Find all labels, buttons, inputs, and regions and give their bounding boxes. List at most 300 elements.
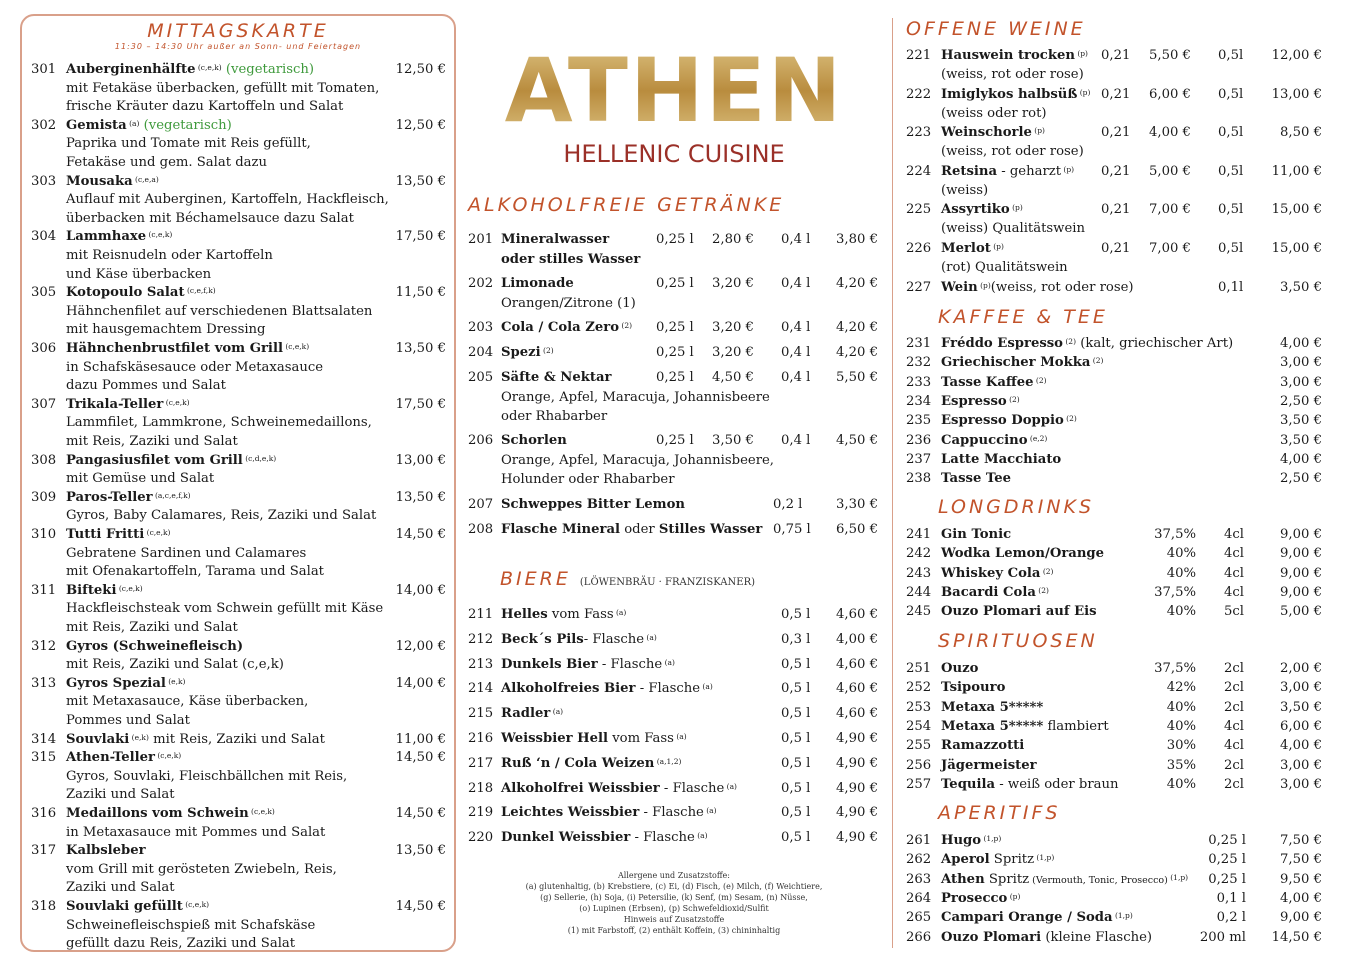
alcohol-percent: 40% (1166, 718, 1196, 734)
volume-small: 0,25 l (656, 276, 694, 291)
item-name-line (941, 737, 1024, 755)
volume-large: 0,4 l (781, 232, 811, 247)
item-price: 11,50 € (395, 285, 446, 301)
item-note: (kalt, griechischer Art) (1076, 336, 1234, 351)
item-number: 218 (468, 780, 494, 796)
item-name: Flasche Mineral (501, 522, 621, 537)
item-price: 13,50 € (395, 489, 446, 505)
item-name-line (941, 526, 1011, 544)
vegetarian-tag: (vegetarisch) (225, 62, 315, 77)
item-number: 234 (906, 393, 932, 409)
item-number: 313 (31, 675, 57, 691)
allergen-codes: (2) (1040, 566, 1054, 576)
item-number: 214 (468, 681, 494, 697)
item-name: Fréddo Espresso (941, 336, 1063, 351)
item-name: Souvlaki gefüllt (66, 899, 183, 914)
item-number: 314 (31, 731, 57, 747)
item-name: Ramazzotti (941, 738, 1025, 754)
price-small: 3,20 € (712, 276, 754, 291)
item-name: Alkoholfrei Weissbier (501, 780, 660, 796)
item-name-line (941, 545, 1104, 563)
description-text: (weiss) (941, 182, 989, 198)
item-number: 208 (468, 522, 494, 537)
item-name: Gin Tonic (941, 527, 1012, 542)
item-name: Campari Orange / Soda (941, 910, 1113, 926)
allergen-codes: (a) (673, 732, 687, 741)
item-name-line (941, 47, 1088, 65)
item-number: 232 (906, 355, 932, 371)
item-number: 309 (31, 489, 57, 505)
item-number: 261 (906, 833, 932, 848)
price: 4,90 € (836, 780, 878, 796)
item-name-line (66, 638, 243, 656)
item-description: Auflauf mit Auberginen, Kartoffeln, Hackfleisch, (66, 192, 389, 208)
item-number: 317 (31, 843, 57, 859)
item-note: vom Fass (547, 607, 614, 622)
allergen-codes: (1,p) (1167, 872, 1189, 882)
item-name-line (941, 240, 1004, 258)
price: 4,60 € (836, 706, 878, 722)
item-name: Helles (501, 607, 548, 622)
item-price: 13,00 € (395, 452, 446, 468)
item-name: Wodka Lemon/Orange (941, 546, 1105, 562)
item-number: 241 (906, 527, 932, 542)
allergen-line: (o) Lupinen (Erbsen), (p) Schwefeldioxid/Sulfit (579, 904, 769, 913)
coffee-title: KAFFEE & TEE (938, 306, 1108, 328)
column-divider (892, 18, 893, 948)
item-name-line (501, 432, 567, 450)
item-description: mit Gemüse und Salat (66, 471, 215, 487)
item-name-line (501, 496, 685, 514)
item-name-line (66, 582, 143, 600)
volume-large: 0,5l (1218, 125, 1244, 141)
wine-title: OFFENE WEINE (906, 18, 1086, 40)
alcohol-percent: 37,5% (1154, 527, 1196, 542)
description-text: (weiss) Qualitätswein (941, 221, 1085, 237)
price: 3,00 € (1280, 374, 1322, 390)
item-name-line (941, 584, 1049, 602)
item-description: Hähnchenfilet auf verschiedenen Blattsalaten (66, 303, 373, 319)
serving-size: 4cl (1224, 527, 1244, 542)
item-name: Auberginenhälfte (66, 62, 196, 77)
item-name-line (66, 284, 216, 302)
allergen-codes: (c,e,k) (146, 230, 173, 240)
price-large: 15,00 € (1271, 241, 1322, 256)
item-name: Schweppes Bitter Lemon (501, 497, 686, 512)
item-number: 302 (31, 117, 57, 133)
item-description: mit Reis, Zaziki und Salat (66, 434, 238, 449)
item-name-line (941, 603, 1097, 621)
price: 5,00 € (1280, 604, 1322, 620)
item-name: Hugo (941, 833, 982, 848)
item-name: Tasse Tee (941, 471, 1012, 487)
item-description: mit Reisnudeln oder Kartoffeln (66, 248, 273, 263)
item-name: Beck´s Pils (501, 631, 584, 647)
price-large: 8,50 € (1280, 125, 1322, 141)
item-number: 253 (906, 699, 932, 715)
volume: 0,3 l (781, 631, 811, 647)
serving-size: 2cl (1224, 757, 1244, 773)
item-number: 225 (906, 202, 932, 218)
beer-title-text: BIERE (500, 568, 571, 590)
allergen-line: (g) Sellerie, (h) Soja, (i) Petersilie, (k) Senf, (m) Sesam, (n) Nüsse, (540, 893, 808, 902)
item-number: 263 (906, 871, 932, 887)
volume-small: 0,21 (1101, 163, 1131, 179)
allergen-codes: (2) (1033, 375, 1047, 385)
item-name-line (941, 335, 1233, 353)
item-number: 312 (31, 638, 57, 654)
price: 4,60 € (836, 681, 878, 697)
item-description: mit hausgemachtem Dressing (66, 322, 266, 338)
price: 4,00 € (1280, 336, 1322, 351)
item-name-line (941, 279, 1134, 297)
allergen-codes: (p) (977, 280, 991, 290)
item-name: Prosecco (941, 890, 1008, 906)
item-number: 257 (906, 776, 932, 792)
item-name: Griechischer Mokka (941, 355, 1091, 371)
item-number: 264 (906, 890, 932, 906)
longdrinks-title: LONGDRINKS (938, 496, 1095, 518)
price: 9,00 € (1280, 527, 1322, 542)
allergen-codes: (e,2) (1027, 433, 1048, 443)
item-name: Lammhaxe (66, 229, 147, 245)
item-name-line (941, 929, 1152, 947)
volume-large: 0,5l (1218, 48, 1244, 63)
allergen-codes: (1,p) (1112, 911, 1133, 921)
item-name: Latte Macchiato (941, 451, 1062, 467)
allergen-codes: (a) (644, 632, 657, 642)
volume-large: 0,5l (1218, 163, 1244, 179)
allergen-line: (1) mit Farbstoff, (2) enthält Koffein, (3) chininhaltig (567, 926, 781, 935)
item-name-line (941, 201, 1023, 219)
item-name: Radler (501, 706, 551, 722)
allergen-codes: (a) (550, 707, 564, 717)
item-name: Tequila (941, 776, 996, 792)
price-small: 5,00 € (1149, 163, 1191, 179)
item-name: Schorlen (501, 433, 567, 448)
item-note: Spritz (984, 871, 1030, 887)
volume-large: 0,4 l (781, 433, 811, 448)
allergen-codes: (p) (990, 242, 1004, 251)
item-name-line (501, 705, 563, 723)
allergen-codes: (c,e,k) (182, 900, 210, 909)
volume-large: 0,4 l (781, 370, 811, 385)
alcohol-percent: 40% (1166, 546, 1196, 562)
description-text: (rot) Qualitätswein (941, 260, 1068, 275)
price: 2,50 € (1280, 471, 1322, 487)
item-name: Leichtes Weissbier (501, 805, 640, 821)
price: 3,00 € (1280, 680, 1322, 696)
volume-small: 0,25 l (656, 345, 694, 360)
item-name-line (501, 521, 762, 539)
item-price: 14,00 € (395, 675, 446, 691)
item-note: vom Fass (608, 731, 674, 746)
item-description: Gyros, Souvlaki, Fleischbällchen mit Reis, (66, 768, 348, 784)
price: 9,00 € (1280, 584, 1322, 600)
item-number: 220 (468, 830, 494, 846)
volume: 0,5 l (781, 706, 811, 722)
item-name: Aperol (941, 852, 990, 868)
price-small: 7,00 € (1149, 202, 1191, 218)
item-number: 262 (906, 852, 932, 868)
price-small: 6,00 € (1149, 86, 1191, 102)
volume-large: 0,2 l (773, 497, 803, 512)
alcohol-percent: 35% (1166, 757, 1196, 773)
restaurant-logo (462, 39, 886, 168)
price: 7,50 € (1280, 852, 1322, 868)
allergen-codes: (c,e,k) (116, 583, 143, 593)
item-name-line (941, 699, 1043, 717)
item-number: 252 (906, 680, 932, 696)
price-small: 5,50 € (1149, 48, 1191, 63)
item-description: Pommes und Salat (66, 713, 190, 728)
item-name-alt: Stilles Wasser (658, 522, 763, 537)
price-small: 3,50 € (712, 433, 754, 448)
item-number: 251 (906, 661, 932, 676)
allergen-codes: (p) (1077, 87, 1091, 97)
item-note: - Flasche (639, 805, 704, 821)
price: 9,50 € (1280, 871, 1322, 887)
item-name: Ouzo Plomari auf Eis (941, 604, 1097, 620)
item-name-line (501, 344, 554, 362)
description-text: Orange, Apfel, Maracuja, Johannisbeere (501, 389, 770, 405)
item-name: Weinschorle (941, 125, 1032, 141)
alcohol-percent: 37,5% (1154, 661, 1196, 676)
allergen-codes: (2) (1035, 585, 1049, 595)
item-number: 222 (906, 86, 932, 102)
price: 4,90 € (836, 755, 878, 771)
item-name-line (66, 117, 232, 135)
item-name-line (66, 526, 170, 544)
item-number: 221 (906, 48, 932, 63)
item-note: - Flasche (583, 631, 645, 647)
item-number: 231 (906, 336, 932, 351)
item-name: Medaillons vom Schwein (66, 806, 249, 821)
item-price: 12,50 € (395, 117, 446, 133)
item-number: 310 (31, 527, 57, 542)
volume-small: 0,21 (1101, 241, 1131, 256)
price: 4,90 € (836, 731, 878, 746)
item-name: Kalbsleber (66, 843, 146, 859)
allergen-codes: (c,e,k) (144, 528, 171, 537)
item-name: Merlot (941, 241, 991, 256)
price-large: 4,20 € (836, 320, 878, 335)
item-name-line (66, 675, 185, 693)
item-description: Gebratene Sardinen und Calamares (66, 545, 307, 561)
description-text: (weiss, rot oder rose) (941, 67, 1084, 82)
item-name: Bacardi Cola (941, 584, 1036, 600)
item-number: 301 (31, 62, 57, 77)
item-number: 238 (906, 471, 932, 487)
allergen-codes: (2) (1006, 394, 1020, 404)
price: 9,00 € (1280, 546, 1322, 562)
beer-title (500, 568, 755, 590)
item-name-line (66, 842, 146, 860)
price-large: 3,80 € (836, 232, 878, 247)
serving-size: 2cl (1224, 661, 1244, 676)
alcohol-percent: 40% (1166, 604, 1196, 620)
price: 2,00 € (1280, 661, 1322, 676)
item-description: und Käse überbacken (66, 266, 212, 282)
item-description: mit Ofenakartoffeln, Tarama und Salat (66, 564, 324, 580)
allergen-codes: (e,k) (165, 676, 186, 686)
item-name-line (941, 757, 1037, 775)
drinks-panel-middle (462, 0, 886, 966)
alcohol-percent: 30% (1166, 738, 1196, 754)
volume-small: 0,21 (1101, 48, 1131, 63)
item-name: Imiglykos halbsüß (941, 86, 1078, 102)
item-number: 245 (906, 604, 932, 620)
allergen-codes: (p) (1031, 126, 1045, 136)
item-name-line (501, 231, 609, 249)
item-name-line (941, 354, 1103, 372)
item-name-line (941, 890, 1020, 908)
volume-large: 0,5l (1218, 86, 1244, 102)
volume: 200 ml (1199, 929, 1246, 945)
item-name: Tsipouro (941, 680, 1006, 696)
item-name: oder stilles Wasser (501, 251, 641, 267)
item-name-line (501, 804, 717, 822)
allergen-codes: (p) (1074, 49, 1088, 58)
volume-large: 0,4 l (781, 276, 811, 291)
price-small: 4,50 € (712, 370, 754, 385)
item-number: 223 (906, 125, 932, 141)
softdrinks-title: ALKOHOLFREIE GETRÄNKE (468, 194, 785, 216)
item-description: vom Grill mit gerösteten Zwiebeln, Reis, (66, 861, 337, 877)
item-name-line (941, 718, 1109, 736)
description-text: (weiss oder rot) (941, 105, 1047, 121)
item-note: - Flasche (635, 681, 701, 697)
item-number: 307 (31, 396, 57, 412)
volume: 0,5 l (781, 805, 811, 821)
item-name-line (501, 730, 687, 748)
item-name-line (941, 660, 978, 678)
price-large: 11,00 € (1271, 163, 1322, 179)
price-large: 5,50 € (836, 370, 878, 385)
alcohol-percent: 37,5% (1154, 584, 1196, 600)
item-name: Ruß ‘n / Cola Weizen (501, 755, 655, 771)
item-number: 205 (468, 370, 494, 385)
volume: 0,2 l (1216, 910, 1246, 926)
allergen-codes: (1,p) (1034, 853, 1055, 863)
volume: 0,5 l (781, 780, 811, 796)
item-name-line (66, 452, 276, 470)
alcohol-percent: 40% (1166, 776, 1196, 792)
item-price: 14,50 € (395, 750, 446, 766)
item-name-line (66, 396, 190, 414)
item-name-line (66, 228, 172, 246)
item-name-line (501, 829, 708, 847)
item-name-line (941, 374, 1047, 392)
price-small: 3,20 € (712, 345, 754, 360)
item-name: Athen (941, 871, 985, 887)
allergen-notes (462, 870, 886, 936)
price-large: 4,50 € (836, 433, 878, 448)
item-name: Athen-Teller (66, 750, 155, 766)
item-name: Hähnchenbrustfilet vom Grill (66, 341, 283, 356)
volume-large: 0,1l (1218, 279, 1244, 295)
allergen-codes: (c,e,k) (248, 807, 275, 816)
item-name: Cola / Cola Zero (501, 320, 620, 335)
item-number: 233 (906, 374, 932, 390)
item-price: 12,00 € (395, 638, 446, 654)
volume-large: 0,75 l (773, 522, 811, 537)
beer-brands: (LÖWENBRÄU · FRANZISKANER) (579, 577, 755, 588)
volume: 0,5 l (781, 830, 811, 846)
item-description: in Schafskäsesauce oder Metaxasauce (66, 359, 324, 375)
price: 9,00 € (1280, 565, 1322, 581)
item-name-line (66, 61, 314, 79)
item-name-line (66, 173, 159, 191)
item-description: Gyros, Baby Calamares, Reis, Zaziki und Salat (66, 508, 377, 524)
allergen-line: Allergene und Zusatzstoffe: (618, 871, 730, 880)
item-name: Cappuccino (941, 432, 1028, 448)
logo-subtitle: HELLENIC CUISINE (563, 140, 785, 168)
item-price: 14,50 € (395, 527, 446, 542)
allergen-codes: (c,d,e,k) (242, 453, 277, 463)
item-name-line (66, 731, 325, 749)
price: 4,90 € (836, 805, 878, 821)
item-description: gefüllt dazu Reis, Zaziki und Salat (66, 936, 296, 952)
volume: 0,25 l (1208, 833, 1246, 848)
item-name-line (941, 851, 1054, 869)
item-name: Assyrtiko (941, 202, 1010, 218)
item-name-line (941, 393, 1020, 411)
item-name: Säfte & Nektar (501, 370, 612, 385)
item-note: - weiß oder braun (995, 776, 1119, 792)
serving-size: 2cl (1224, 680, 1244, 696)
item-name: Metaxa 5***** (941, 718, 1044, 734)
description-text: Orangen/Zitrone (1) (501, 295, 636, 311)
item-name-line (501, 755, 681, 773)
item-number: 226 (906, 241, 932, 256)
item-number: 254 (906, 718, 932, 734)
item-name: Mineralwasser (501, 232, 610, 247)
item-price: 14,50 € (395, 806, 446, 821)
vegetarian-tag: (vegetarisch) (143, 117, 232, 133)
allergen-codes: (e,k) (129, 732, 149, 742)
item-name-line (941, 163, 1074, 181)
item-name-line (66, 898, 209, 916)
item-number: 242 (906, 546, 932, 562)
price: 3,00 € (1280, 355, 1322, 371)
item-number: 212 (468, 631, 494, 647)
item-name: Whiskey Cola (941, 565, 1041, 581)
item-number: 236 (906, 432, 932, 448)
description-text: (weiss, rot oder rose) (941, 144, 1084, 160)
price-small: 3,20 € (712, 320, 754, 335)
price-small: 2,80 € (712, 232, 754, 247)
item-number: 303 (31, 173, 57, 189)
item-price: 14,50 € (395, 899, 446, 914)
item-number: 305 (31, 285, 57, 301)
item-price: 12,50 € (395, 62, 446, 77)
item-name: Weissbier Hell (501, 731, 609, 746)
item-name-line (941, 679, 1005, 697)
serving-size: 4cl (1224, 546, 1244, 562)
volume-small: 0,21 (1101, 202, 1131, 218)
item-name: Pangasiusfilet vom Grill (66, 452, 243, 468)
price: 3,00 € (1280, 776, 1322, 792)
alcohol-percent: 40% (1166, 699, 1196, 715)
volume-large: 0,4 l (781, 320, 811, 335)
item-number: 256 (906, 757, 932, 773)
volume: 0,25 l (1208, 852, 1246, 868)
item-name: Ouzo (941, 661, 979, 676)
allergen-codes: (p) (1009, 203, 1023, 213)
item-name-line (941, 909, 1133, 927)
item-name-line (941, 412, 1077, 430)
